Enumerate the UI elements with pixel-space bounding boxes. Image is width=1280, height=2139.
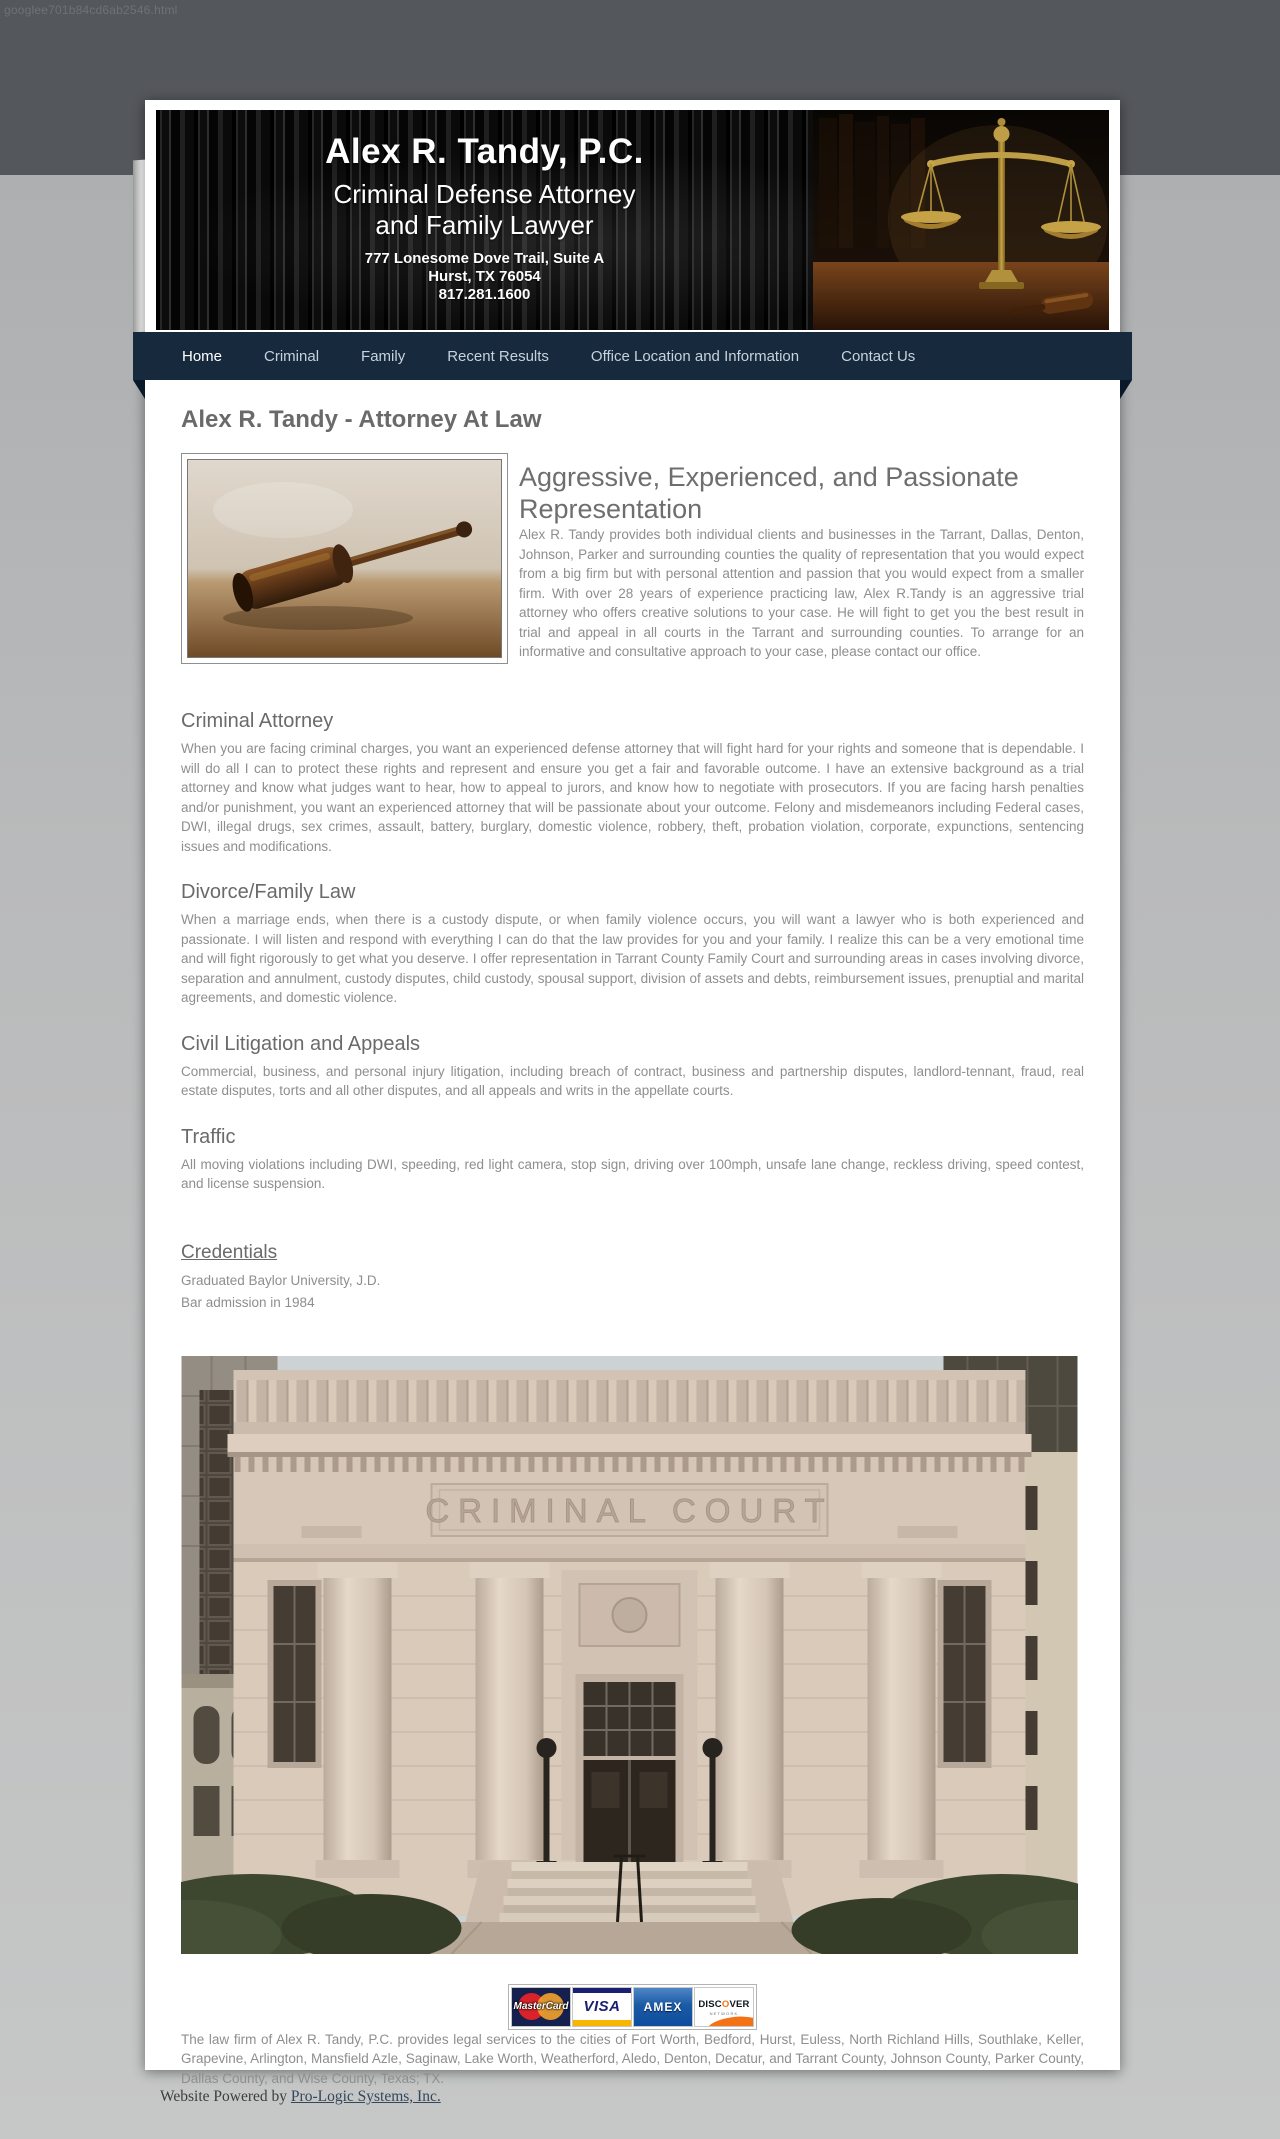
gavel-photo-frame: [181, 453, 508, 664]
discover-network-label: NETWORK: [709, 2010, 739, 2016]
intro-paragraph: Alex R. Tandy provides both individual clients and businesses in the Tarrant, Dallas, Denton, Johnson, Parker and surrounding counties the quality of representation that you would expect from a big firm but with personal attention and passion that you would expect from a smaller firm. With over 28 years of experience practicing law, Alex R.Tandy is an aggressive trial attorney who offers creative solutions to your case. He will fight to get you the best result in trial and appeal in all courts in the Tarrant and surrounding counties. To arrange for an informative and consultative approach to your case, please contact our office.: [519, 527, 1084, 659]
discover-label: [695, 1999, 753, 2010]
courthouse-inscription: CRIMINAL COURT: [425, 1491, 834, 1529]
section-body-criminal: When you are facing criminal charges, you want an experienced defense attorney that will fight hard for your rights and someone that is dependable. I will do all I can to protect these rights and represent and ensure you get a fair and favorable outcome. I have an extensive background as a trial attorney and know what judges want to hear, how to appeal to jurors, and know how to negotiate with prosecutors. If you are facing harsh penalties and/or punishment, you want an experienced attorney that will be passionate about your outcome. Felony and misdemeanors including Federal cases, DWI, illegal drugs, sex crimes, assault, battery, burglary, domestic violence, robbery, theft, probation violation, corporate, expunctions, sentencing issues and modifications.: [181, 741, 1084, 854]
section-body-traffic: All moving violations including DWI, speeding, red light camera, stop sign, driving over 100mph, unsafe lane change, reckless driving, speed contest, and license suspension.: [181, 1156, 1084, 1191]
visa-gold-band: [573, 2020, 631, 2026]
footer-powered-by: [160, 2088, 441, 2106]
phone-number: 817.281.1600: [438, 286, 531, 303]
credential-line-2: Bar admission in 1984: [181, 1294, 315, 1310]
intro-heading: Aggressive, Experienced, and Passionate Representation: [519, 462, 1019, 524]
masthead: [156, 110, 1109, 330]
intro-text-block: [508, 453, 1084, 662]
nav-item-office-location[interactable]: Office Location and Information: [590, 347, 800, 365]
ribbon-fold-left: [133, 380, 145, 399]
amex-label: AMEX: [643, 1999, 683, 2014]
address-line1: 777 Lonesome Dove Trail, Suite A: [364, 250, 605, 267]
visa-logo: [573, 1988, 631, 2026]
courthouse-photo: [181, 1356, 1078, 1954]
nav-item-criminal[interactable]: Criminal: [264, 347, 320, 365]
visa-label: VISA: [583, 1997, 621, 2015]
site-subtitle-line2: and Family Lawyer: [375, 210, 594, 240]
discover-orange-o: O: [721, 1998, 730, 2010]
site-subtitle: [333, 179, 635, 241]
nav-item-recent-results[interactable]: Recent Results: [447, 347, 549, 365]
ribbon-fold-right: [1120, 380, 1132, 399]
gavel-photo: [187, 459, 502, 658]
page-curl-decoration: [133, 160, 145, 333]
visa-blue-band: [573, 1988, 631, 1993]
page-title: Alex R. Tandy - Attorney At Law: [181, 406, 542, 433]
nav-item-home[interactable]: Home: [182, 347, 223, 365]
amex-logo: [634, 1988, 692, 2026]
site-address: [365, 250, 605, 304]
nav-item-contact-us[interactable]: Contact Us: [841, 347, 916, 365]
section-heading-criminal: Criminal Attorney: [181, 710, 334, 732]
credential-line-1: Graduated Baylor University, J.D.: [181, 1272, 381, 1288]
masthead-text-block: [156, 110, 813, 330]
section-body-civil: Commercial, business, and personal injury litigation, including breach of contract, business and partnership disputes, landlord-tennant, fraud, real estate disputes, torts and all other disputes, and all appeals and writs in the appellate courts.: [181, 1063, 1084, 1098]
intro-section: [181, 453, 1084, 664]
scales-of-justice-photo: [813, 110, 1109, 330]
main-content: [145, 406, 1120, 2088]
mastercard-logo: [512, 1988, 570, 2026]
nav-item-family[interactable]: Family: [361, 347, 406, 365]
google-verification-filename: googlee701b84cd6ab2546.html: [4, 3, 178, 17]
discover-logo: [695, 1988, 753, 2026]
site-subtitle-line1: Criminal Defense Attorney: [333, 179, 636, 209]
section-heading-civil: Civil Litigation and Appeals: [181, 1032, 421, 1055]
powered-by-prefix: Website Powered by: [160, 2088, 291, 2105]
page-container: [145, 100, 1120, 2086]
section-heading-divorce: Divorce/Family Law: [181, 881, 356, 903]
main-navigation: [133, 332, 1132, 380]
discover-label-post: VER: [729, 1998, 750, 2010]
accepted-cards-box: [508, 1984, 757, 2030]
service-area-text: The law firm of Alex R. Tandy, P.C. provides legal services to the cities of Fort Worth, Bedford, Hurst, Euless, North Richland Hills, Southlake, Keller, Grapevine, Arlington, Mansfield Azle, Saginaw, Lake Worth, Weatherford, Aledo, Denton, Decatur, and Tarrant County, Johnson County, Parker County, Dallas County, and Wise County, Texas; TX.: [181, 2031, 1084, 2086]
section-heading-credentials: Credentials: [181, 1241, 278, 1263]
address-line2: Hurst, TX 76054: [428, 268, 541, 285]
site-title: Alex R. Tandy, P.C.: [325, 132, 644, 171]
courthouse-photo-wrap: [181, 1356, 1084, 1954]
section-heading-traffic: Traffic: [181, 1125, 236, 1148]
pro-logic-link[interactable]: Pro-Logic Systems, Inc.: [290, 2088, 441, 2105]
section-body-divorce: When a marriage ends, when there is a custody dispute, or when family violence occurs, you will want a lawyer who is both experienced and passionate. I will listen and respond with everything I can do that the law provides for you and your family. I realize this can be a very emotional time and will fight rigorously to get what you deserve. I offer representation in Tarrant County Family Court and surrounding areas in cases involving divorce, separation and annulment, custody disputes, child custody, spousal support, division of assets and debts, reimbursement issues, prenuptial and marital agreements, and domestic violence.: [181, 912, 1084, 1005]
mastercard-label: MasterCard: [513, 2000, 569, 2012]
discover-label-pre: DISC: [698, 1998, 722, 2010]
